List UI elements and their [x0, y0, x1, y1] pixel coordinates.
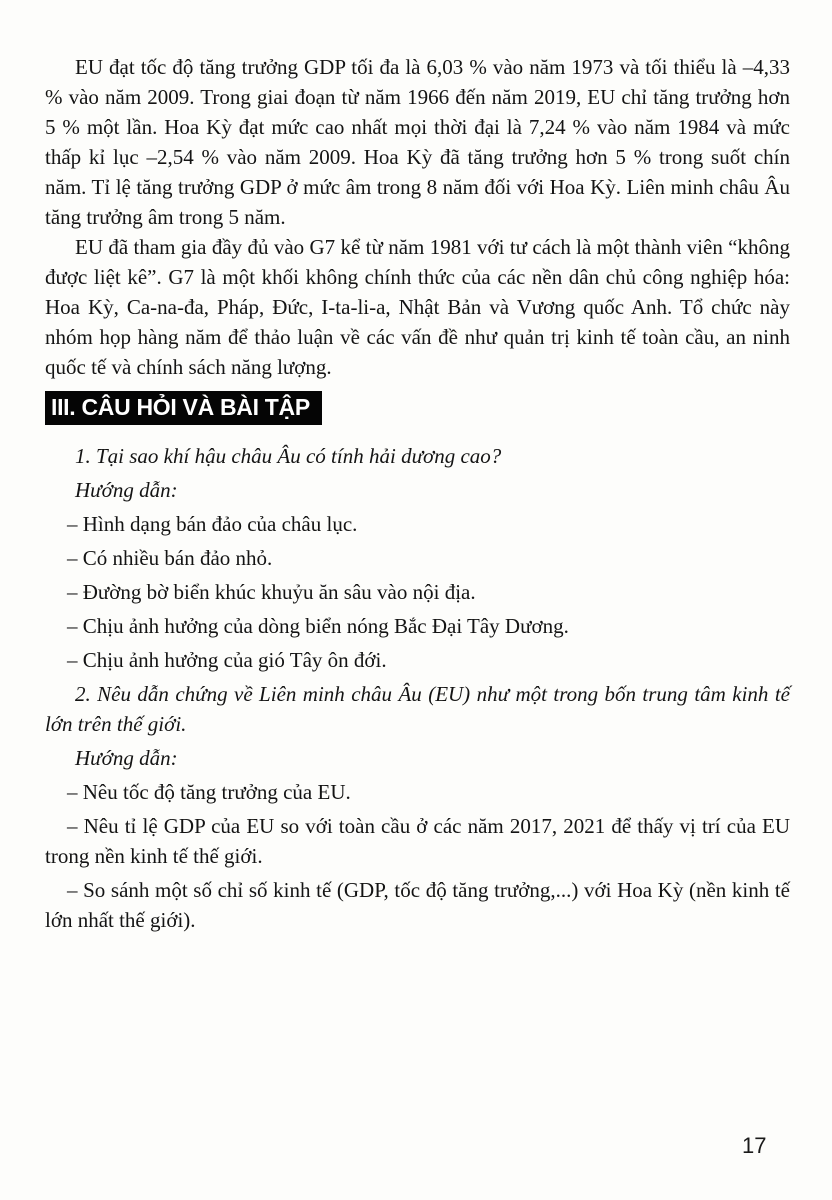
- answer-item: – Hình dạng bán đảo của châu lục.: [67, 512, 358, 536]
- answer-item: – Nêu tốc độ tăng trưởng của EU.: [67, 780, 351, 804]
- paragraph-g7-membership: EU đã tham gia đầy đủ vào G7 kể từ năm 1981 với tư cách là một thành viên “không được liệt kê”. G7 là một khối không chính thức của các nền dân chủ công nghiệp hóa: Hoa Kỳ, Ca-na-đa, Pháp, Đức, I-ta-li-a, Nhật Bản và Vương quốc Anh. Tổ chức này nhóm họp hàng năm để thảo luận về các vấn đề như quản trị kinh tế toàn cầu, an ninh quốc tế và chính sách năng lượng.: [45, 235, 790, 379]
- answer-item: – Chịu ảnh hưởng của dòng biển nóng Bắc Đại Tây Dương.: [67, 614, 569, 638]
- answer-item: – So sánh một số chỉ số kinh tế (GDP, tốc độ tăng trưởng,...) với Hoa Kỳ (nền kinh tế lớn nhất thế giới).: [45, 878, 790, 932]
- section-header: [45, 382, 790, 437]
- answer-item: – Đường bờ biển khúc khuỷu ăn sâu vào nội địa.: [67, 580, 476, 604]
- answer-item: – Chịu ảnh hưởng của gió Tây ôn đới.: [67, 648, 387, 672]
- paragraph-eu-gdp-growth: EU đạt tốc độ tăng trưởng GDP tối đa là 6,03 % vào năm 1973 và tối thiểu là –4,33 % vào năm 2009. Trong giai đoạn từ năm 1966 đến năm 2019, EU chỉ tăng trưởng hơn 5 % một lần. Hoa Kỳ đạt mức cao nhất mọi thời đại là 7,24 % vào năm 1984 và mức thấp kỉ lục –2,54 % vào năm 2009. Hoa Kỳ đã tăng trưởng hơn 5 % trong suốt chín năm. Tỉ lệ tăng trưởng GDP ở mức âm trong 8 năm đối với Hoa Kỳ. Liên minh châu Âu tăng trưởng âm trong 5 năm.: [45, 55, 790, 229]
- page-number: 17: [742, 1133, 767, 1158]
- answer-item: – Nêu tỉ lệ GDP của EU so với toàn cầu ở các năm 2017, 2021 để thấy vị trí của EU trong nền kinh tế thế giới.: [45, 814, 790, 868]
- guide-label-2: Hướng dẫn:: [75, 746, 178, 770]
- page-content: [45, 52, 790, 935]
- answer-item: – Có nhiều bán đảo nhỏ.: [67, 546, 273, 570]
- question-2-block: [45, 679, 790, 935]
- section-title: III. CÂU HỎI VÀ BÀI TẬP: [45, 391, 322, 425]
- question-2: 2. Nêu dẫn chứng về Liên minh châu Âu (EU) như một trong bốn trung tâm kinh tế lớn trên thế giới.: [45, 682, 790, 736]
- question-1: 1. Tại sao khí hậu châu Âu có tính hải dương cao?: [75, 444, 502, 468]
- question-1-block: [45, 441, 790, 675]
- guide-label-1: Hướng dẫn:: [75, 478, 178, 502]
